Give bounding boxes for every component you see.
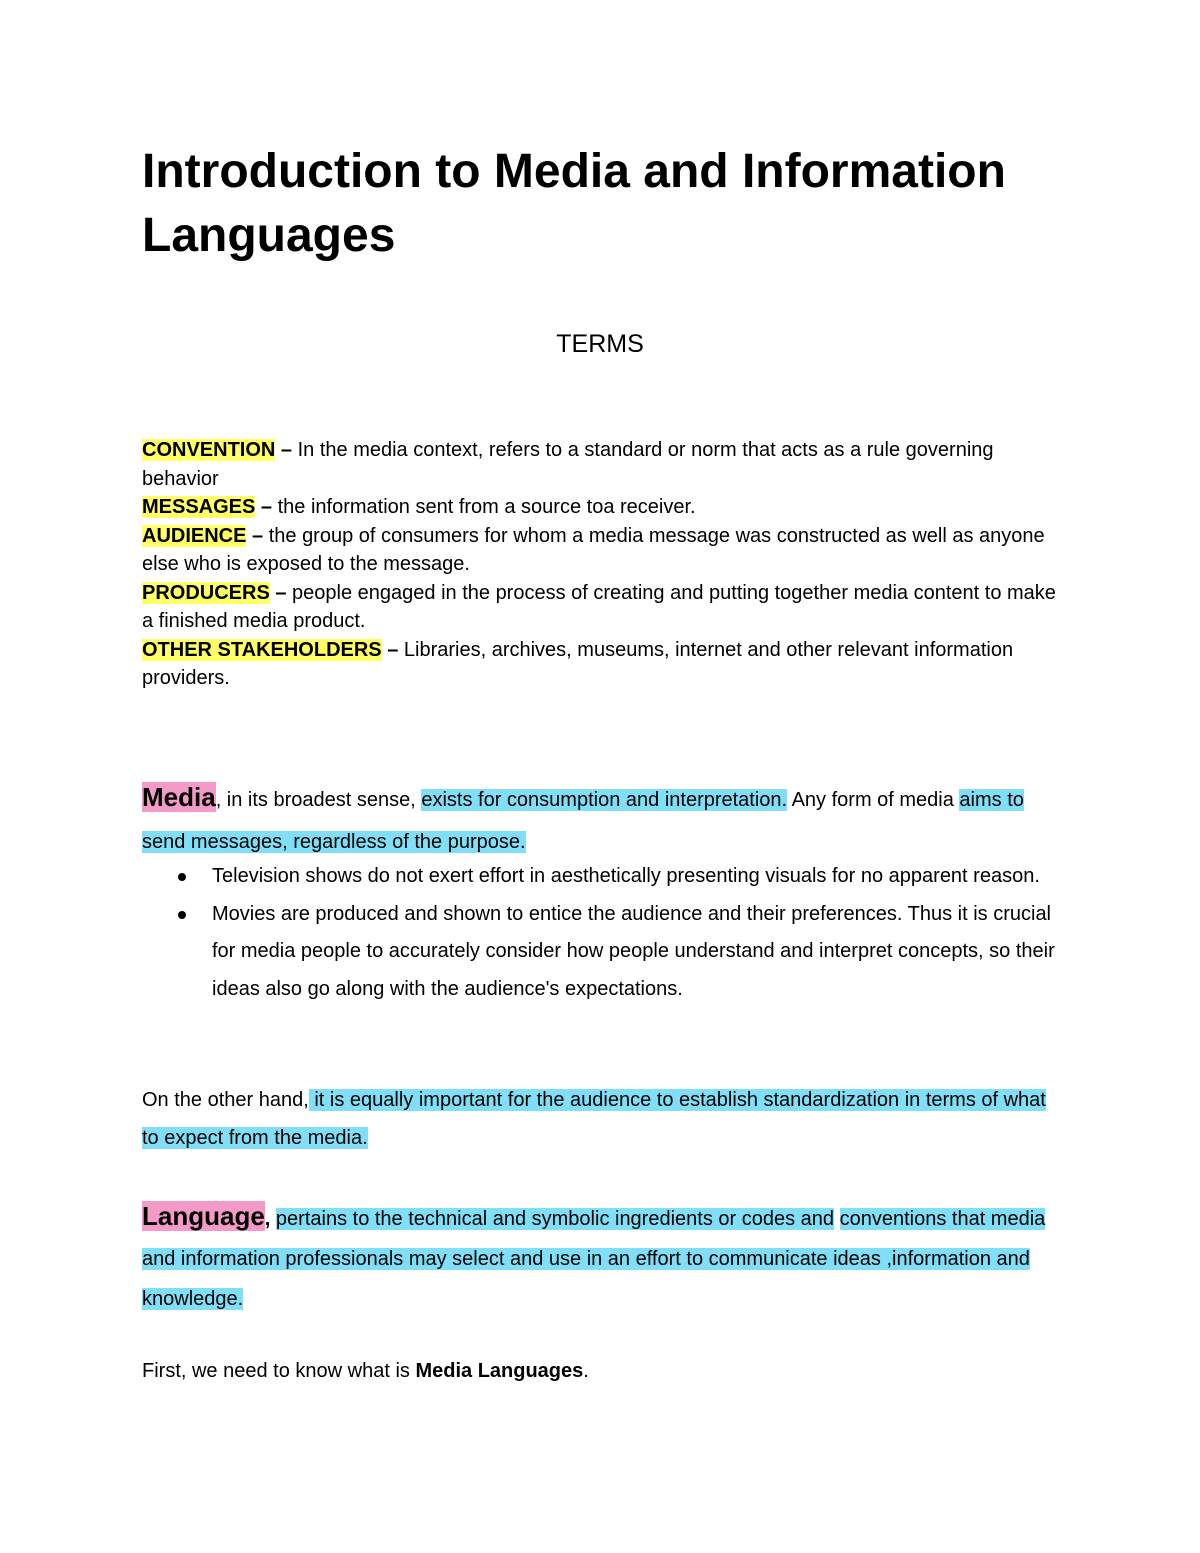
- term-key: OTHER STAKEHOLDERS: [142, 638, 382, 661]
- list-item: [142, 896, 1062, 1009]
- term-definition: the information sent from a source toa receiver.: [277, 496, 696, 518]
- list-item-text: Television shows do not exert effort in aesthetically presenting visuals for no apparent reason.: [212, 865, 1040, 887]
- bullet-list: [142, 858, 1062, 1008]
- first-text: First, we need to know what is: [142, 1360, 416, 1382]
- term-key: MESSAGES: [142, 496, 256, 518]
- term-convention: [142, 436, 1062, 493]
- first-end: .: [583, 1360, 589, 1382]
- term-audience: [142, 522, 1062, 579]
- language-highlight: conventions that media and information professionals may select and use in an effort to communicate ideas ,information and knowledge.: [142, 1208, 1046, 1310]
- media-text: Any form of media: [787, 789, 960, 811]
- term-definition: Libraries, archives, museums, internet and other relevant information providers.: [142, 638, 1014, 689]
- term-separator: –: [275, 439, 298, 461]
- term-separator: –: [269, 581, 293, 604]
- first-paragraph: [142, 1356, 1062, 1386]
- document-title: Introduction to Media and Information Languages: [142, 145, 1006, 262]
- language-highlight: pertains to the technical and symbolic ingredients or codes and: [275, 1208, 835, 1230]
- term-key: AUDIENCE: [142, 524, 247, 547]
- term-definition: In the media context, refers to a standard or norm that acts as a rule governing behavior: [142, 439, 994, 490]
- term-separator: –: [381, 638, 404, 661]
- other-highlight: it is equally important for the audience to establish standardization in terms of what to expect from the media.: [142, 1089, 1046, 1149]
- term-key: PRODUCERS: [142, 581, 270, 604]
- other-hand-paragraph: [142, 1081, 1062, 1157]
- media-text: , in its broadest sense,: [215, 789, 422, 811]
- term-definition: the group of consumers for whom a media message was constructed as well as anyone else who is exposed to the message.: [142, 524, 1045, 575]
- media-paragraph: [142, 776, 1062, 863]
- media-word: Media: [142, 782, 216, 812]
- term-other-stakeholders: [142, 636, 1062, 693]
- first-bold: Media Languages: [415, 1360, 584, 1382]
- media-highlight: aims to send messages, regardless of the purpose.: [142, 789, 1024, 853]
- term-key: CONVENTION: [142, 439, 276, 461]
- list-item-text: Movies are produced and shown to entice the audience and their preferences. Thus it is crucial for media people to accurately consider how people understand and interpret concepts, so their ideas also go along with the audience's expectations.: [212, 902, 1055, 1000]
- terms-heading: TERMS: [556, 330, 644, 358]
- term-definition: people engaged in the process of creating and putting together media content to make a finished media product.: [142, 581, 1056, 632]
- bullet-dot-icon: [178, 911, 186, 919]
- term-separator: –: [255, 496, 278, 518]
- term-producers: [142, 579, 1062, 636]
- terms-list: [142, 436, 1062, 693]
- media-highlight: exists for consumption and interpretation.: [421, 789, 788, 811]
- language-word: Language: [142, 1201, 265, 1231]
- list-item: [142, 858, 1062, 896]
- other-text: On the other hand,: [142, 1089, 309, 1111]
- bullet-dot-icon: [178, 873, 186, 881]
- term-separator: –: [246, 524, 269, 547]
- language-text: ,: [264, 1208, 276, 1230]
- language-text: [834, 1208, 840, 1230]
- language-paragraph: [142, 1196, 1062, 1319]
- term-messages: [142, 493, 1062, 522]
